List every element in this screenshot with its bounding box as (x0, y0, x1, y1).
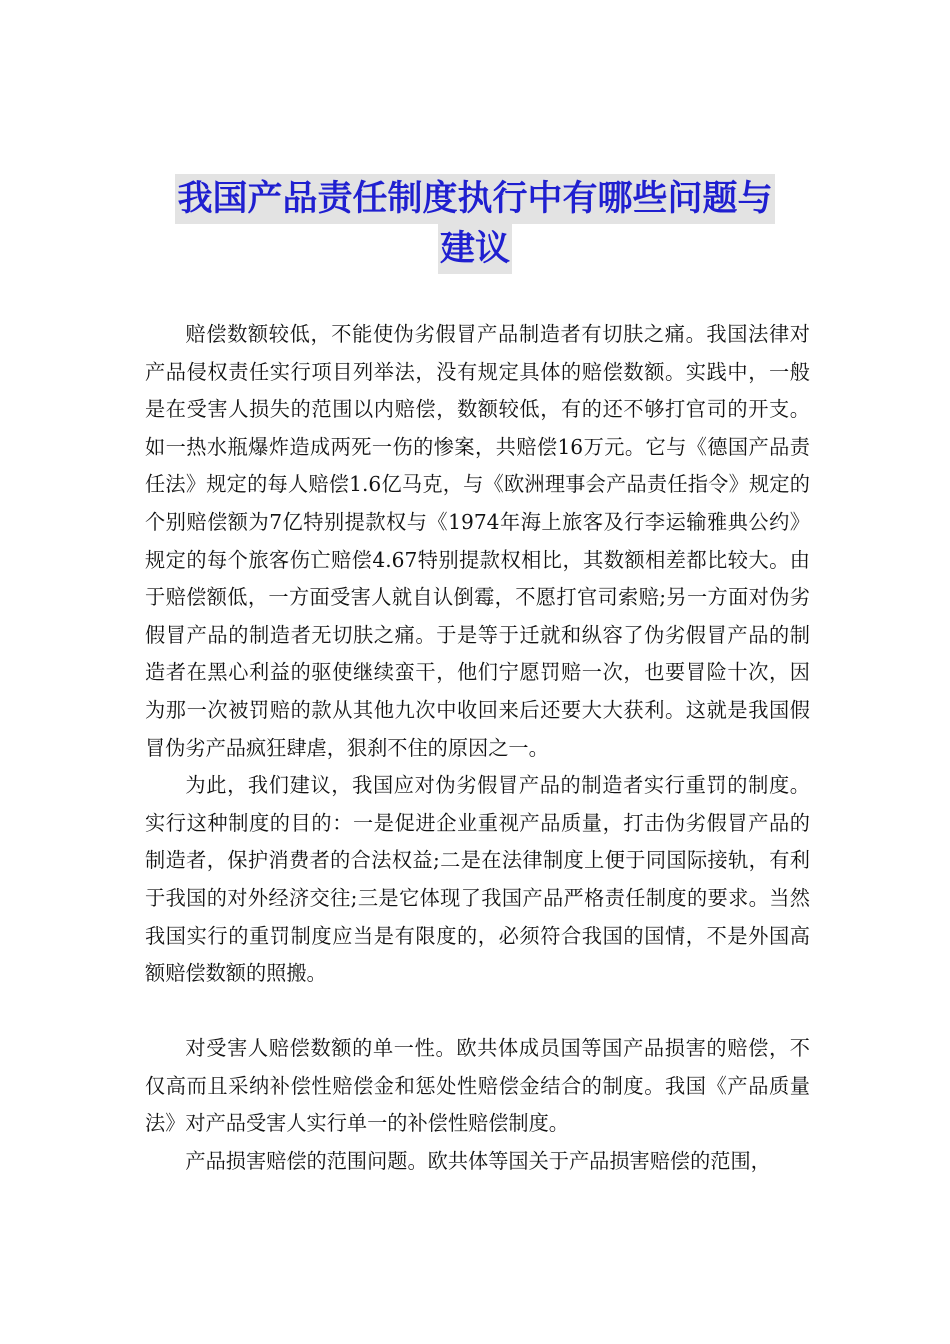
paragraph-gap (145, 993, 810, 1031)
paragraph-suggestion: 为此，我们建议，我国应对伪劣假冒产品的制造者实行重罚的制度。实行这种制度的目的：一是促进企业重视产品质量，打击伪劣假冒产品的制造者，保护消费者的合法权益;二是在法律制度上便于同国际接轨，有利于我国的对外经济交往;三是它体现了我国产品严格责任制度的要求。当然我国实行的重罚制度应当是有限度的，必须符合我国的国情，不是外国高额赔偿数额的照搬。 (145, 773, 810, 986)
paragraph-single-compensation: 对受害人赔偿数额的单一性。欧共体成员国等国产品损害的赔偿，不仅高而且采纳补偿性赔偿金和惩处性赔偿金结合的制度。我国《产品质量法》对产品受害人实行单一的补偿性赔偿制度。 (145, 1036, 810, 1136)
paragraph-damage-scope: 产品损害赔偿的范围问题。欧共体等国关于产品损害赔偿的范围， (185, 1149, 771, 1174)
title-line-1: 我国产品责任制度执行中有哪些问题与 (175, 174, 774, 224)
paragraph-compensation-low: 赔偿数额较低，不能使伪劣假冒产品制造者有切肤之痛。我国法律对产品侵权责任实行项目列举法，没有规定具体的赔偿数额。实践中，一般是在受害人损失的范围以内赔偿，数额较低，有的还不够打官司的开支。如一热水瓶爆炸造成两死一伤的惨案，共赔偿16万元。它与《德国产品责任法》规定的每人赔偿1.6亿马克，与《欧洲理事会产品责任指令》规定的个别赔偿额为7亿特别提款权与《1974年海上旅客及行李运输雅典公约》规定的每个旅客伤亡赔偿4.67特别提款权相比，其数额相差都比较大。由于赔偿额低，一方面受害人就自认倒霉，不愿打官司索赔;另一方面对伪劣假冒产品的制造者无切肤之痛。于是等于迁就和纵容了伪劣假冒产品的制造者在黑心利益的驱使继续蛮干，他们宁愿罚赔一次，也要冒险十次，因为那一次被罚赔的款从其他九次中收回来后还要大大获利。这就是我国假冒伪劣产品疯狂肆虐，狠刹不住的原因之一。 (145, 322, 810, 760)
document-body (145, 316, 810, 1181)
title-line-2: 建议 (438, 224, 512, 274)
document-title (110, 174, 840, 274)
